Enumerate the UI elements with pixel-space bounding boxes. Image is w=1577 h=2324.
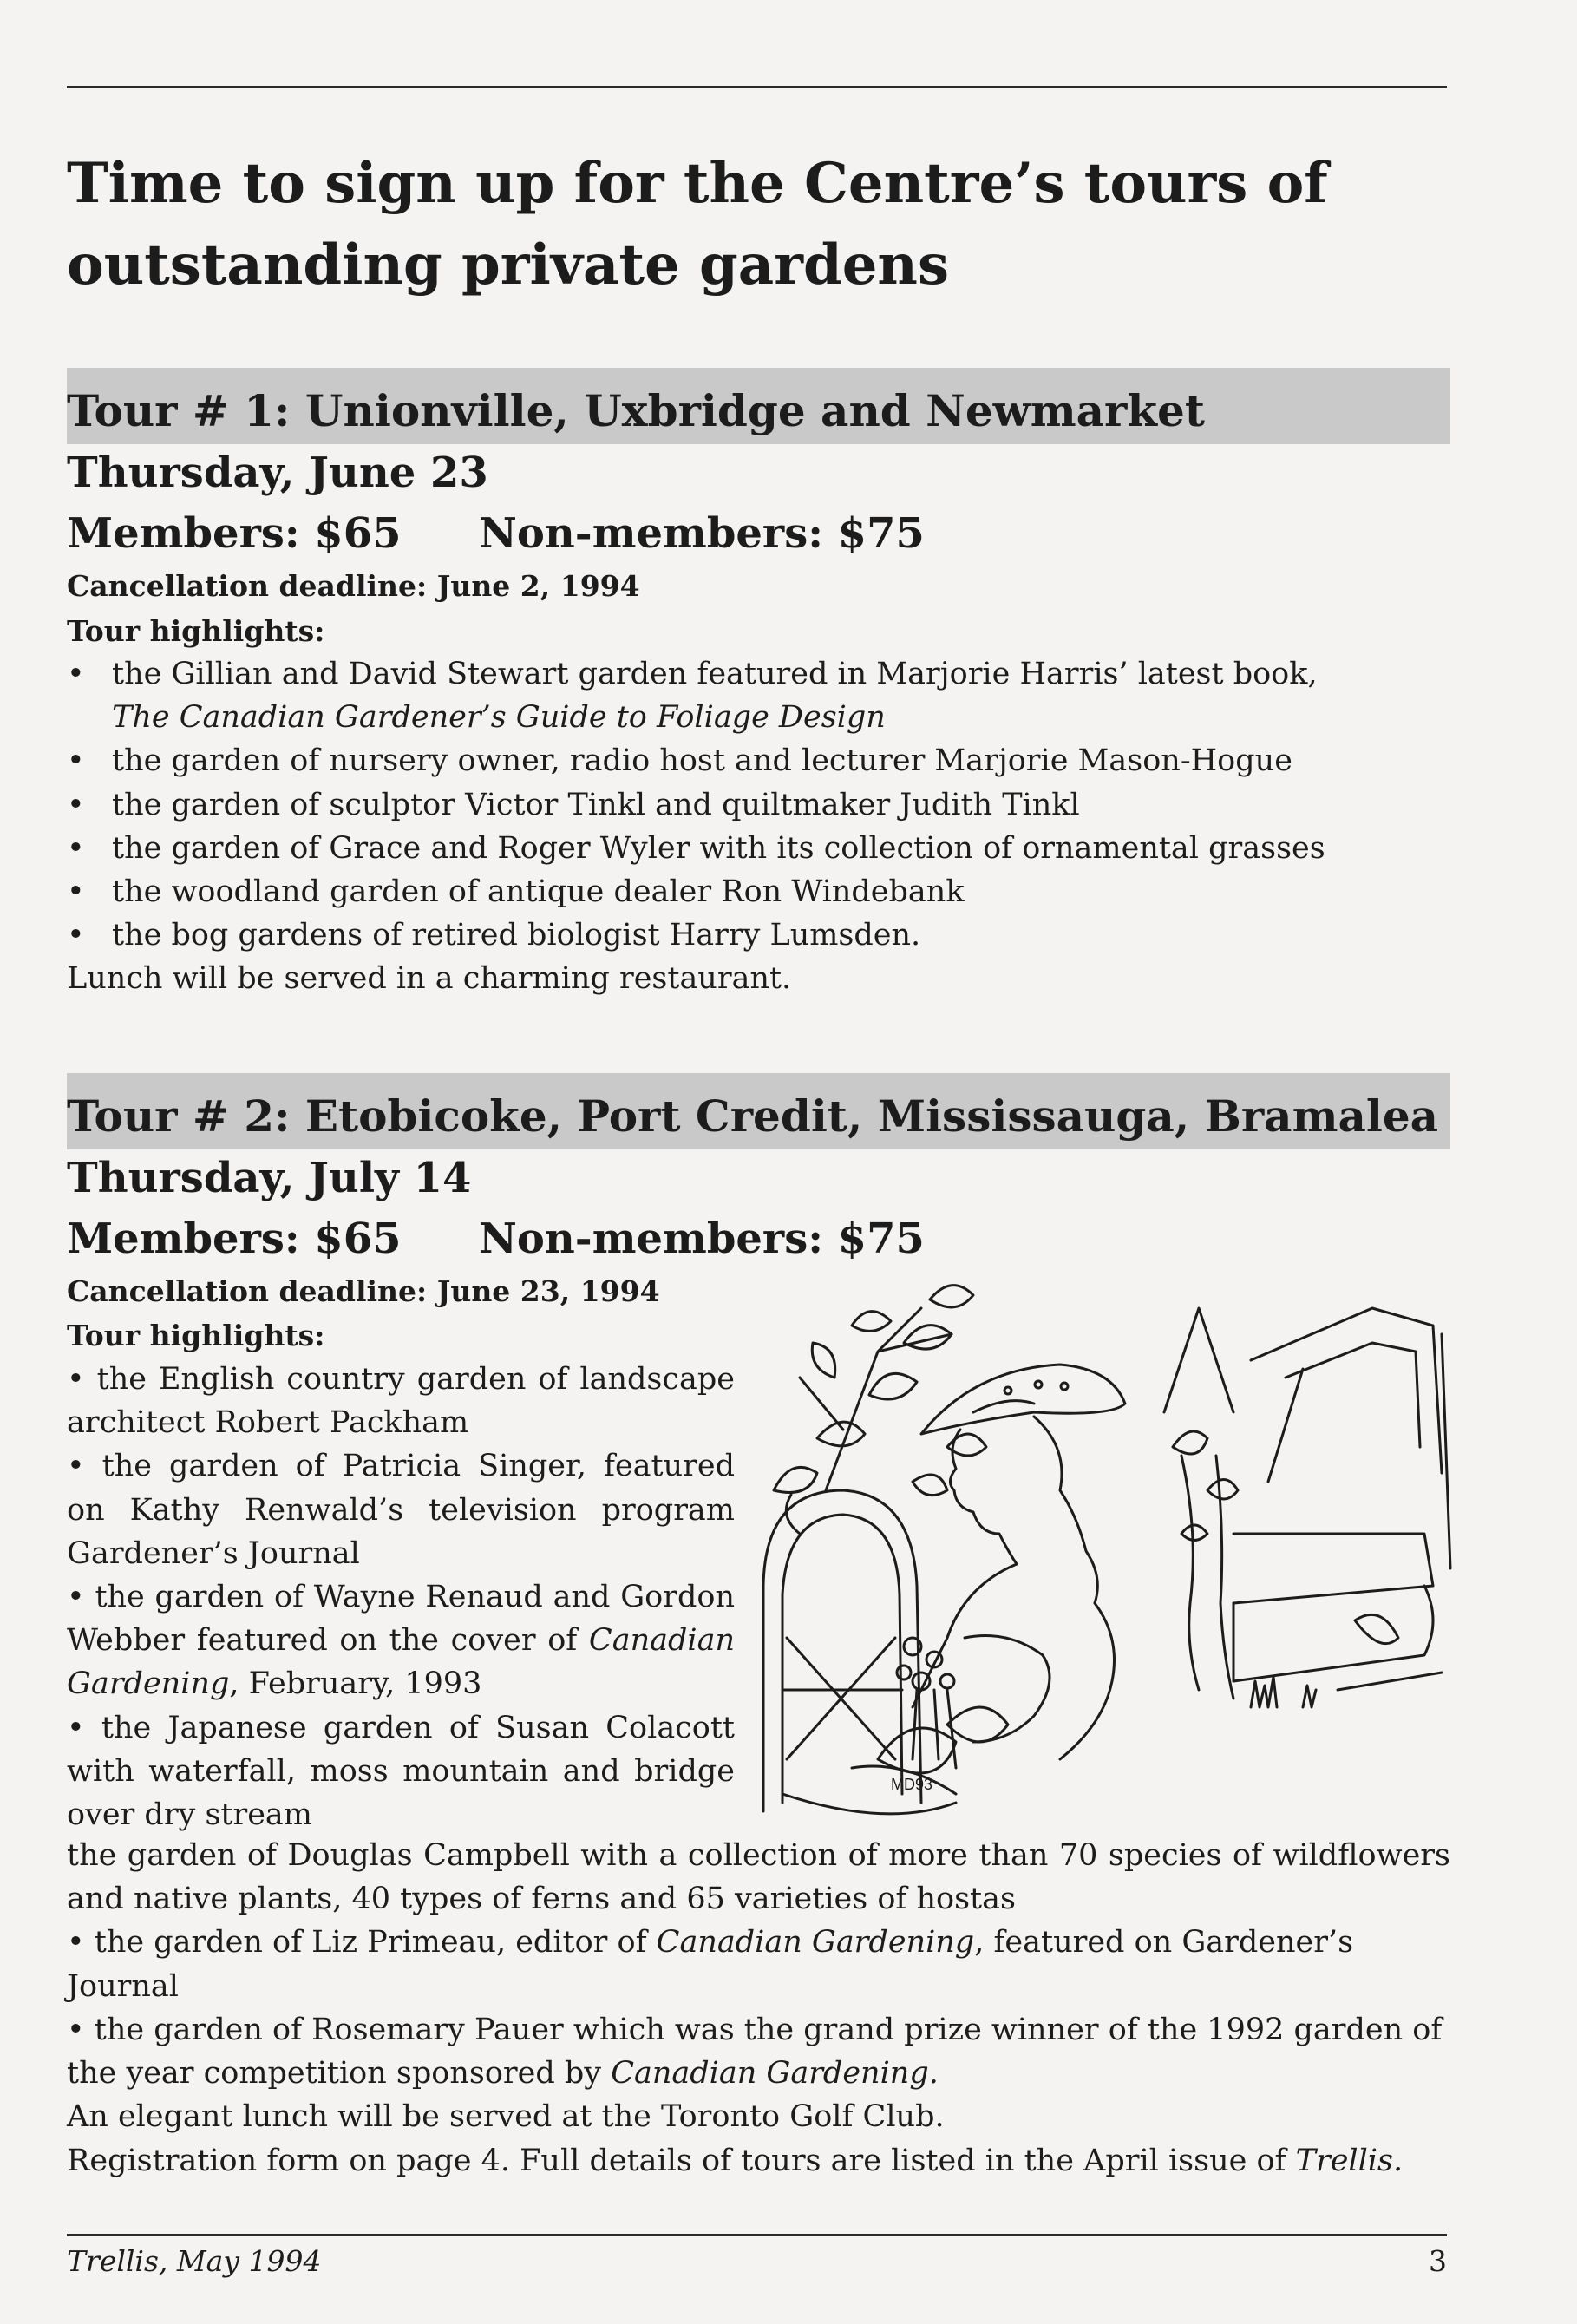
tour1-date: Thursday, June 23	[67, 448, 488, 497]
woman-figure	[913, 1365, 1125, 1759]
artist-signature: MD93	[891, 1776, 933, 1793]
tour2-highlight-1: • the English country garden of landscape architect Robert Packham	[67, 1358, 735, 1444]
tour2-highlight-6: • the garden of Liz Primeau, editor of Canadian Gardening, featured on Gardener’s Journal	[67, 1925, 1354, 2004]
tour1-lunch: Lunch will be served in a charming restaurant.	[67, 961, 792, 997]
tour2-highlights-label: Tour highlights:	[67, 1319, 325, 1352]
tour2-date: Thursday, July 14	[67, 1154, 472, 1202]
tour2-member-price: Members: $65	[67, 1214, 402, 1263]
grass	[1251, 1677, 1316, 1707]
footer-publication: Trellis, May 1994	[67, 2244, 322, 2278]
gate-arch	[763, 1490, 921, 1811]
magazine-title: Canadian Gardening.	[611, 2056, 939, 2092]
tour2-deadline: Cancellation deadline: June 23, 1994	[67, 1274, 660, 1308]
tour1-prices	[67, 504, 925, 563]
tour2-highlight-5: the garden of Douglas Campbell with a collection of more than 70 species of wildflowers and native plants, 40 types of ferns and 65 varieties of hostas	[67, 1838, 1450, 1917]
magazine-title: Canadian Gardening	[67, 1623, 735, 1702]
tour1-deadline: Cancellation deadline: June 2, 1994	[67, 569, 640, 603]
page-title: Time to sign up for the Centre’s tours of outstanding private gardens	[67, 151, 1328, 298]
page-footer	[67, 2240, 1447, 2283]
registration-note: Registration form on page 4. Full details of tours are listed in the April issue of Trellis.	[67, 2144, 1404, 2178]
tour1-highlights	[67, 652, 1455, 1001]
tour2-nonmember-price: Non-members: $75	[479, 1214, 925, 1263]
tour2-highlight-2: • the garden of Patricia Singer, featured on Kathy Renwald’s television program Gardener’s Journal	[67, 1444, 735, 1575]
tour1-highlights-label: Tour highlights:	[67, 614, 325, 648]
bottom-rule	[67, 2234, 1447, 2236]
tour1-highlight-1: • the Gillian and David Stewart garden featured in Marjorie Harris’ latest book, The Canadian Gardener’s Guide to Foliage Design	[67, 652, 1455, 739]
book-title: The Canadian Gardener’s Guide to Foliage Design	[112, 700, 886, 736]
tree	[1164, 1308, 1238, 1699]
hat	[921, 1365, 1125, 1434]
car	[1233, 1308, 1450, 1690]
tour2-highlight-7: • the garden of Rosemary Pauer which was the grand prize winner of the 1992 garden of the year competition sponsored by Canadian Gardening.	[67, 2012, 1443, 2092]
tour2-prices	[67, 1209, 925, 1268]
page-number: 3	[1429, 2244, 1447, 2278]
garden-illustration	[748, 1273, 1457, 1829]
tour1-highlight-3: • the garden of sculptor Victor Tinkl and quiltmaker Judith Tinkl	[67, 783, 1455, 827]
tour1-highlight-2: • the garden of nursery owner, radio host and lecturer Marjorie Mason-Hogue	[67, 739, 1455, 782]
tour2-lunch: An elegant lunch will be served at the Toronto Golf Club.	[67, 2099, 945, 2135]
tour2-highlights-full	[67, 1834, 1450, 2138]
tour2-highlight-4: • the Japanese garden of Susan Colacott with waterfall, moss mountain and bridge over dry stream	[67, 1706, 735, 1837]
tour1-nonmember-price: Non-members: $75	[479, 509, 925, 558]
tour1-highlight-5: • the woodland garden of antique dealer Ron Windebank	[67, 870, 1455, 913]
tour1-highlight-6: • the bog gardens of retired biologist Harry Lumsden.	[67, 913, 1455, 957]
tour2-highlights-left	[67, 1358, 735, 1836]
tour1-heading: Tour # 1: Unionville, Uxbridge and Newmarket	[67, 385, 1205, 436]
tour1-member-price: Members: $65	[67, 509, 402, 558]
magazine-title: Trellis.	[1295, 2144, 1404, 2178]
tour1-highlight-4: • the garden of Grace and Roger Wyler with its collection of ornamental grasses	[67, 827, 1455, 870]
magazine-title: Canadian Gardening	[656, 1925, 975, 1961]
tour2-heading: Tour # 2: Etobicoke, Port Credit, Mississauga, Bramalea	[67, 1090, 1439, 1142]
tour2-highlight-3: • the garden of Wayne Renaud and Gordon Webber featured on the cover of Canadian Gardening, February, 1993	[67, 1575, 735, 1706]
gate-cross-brace	[782, 1638, 902, 1759]
top-rule	[67, 86, 1447, 88]
